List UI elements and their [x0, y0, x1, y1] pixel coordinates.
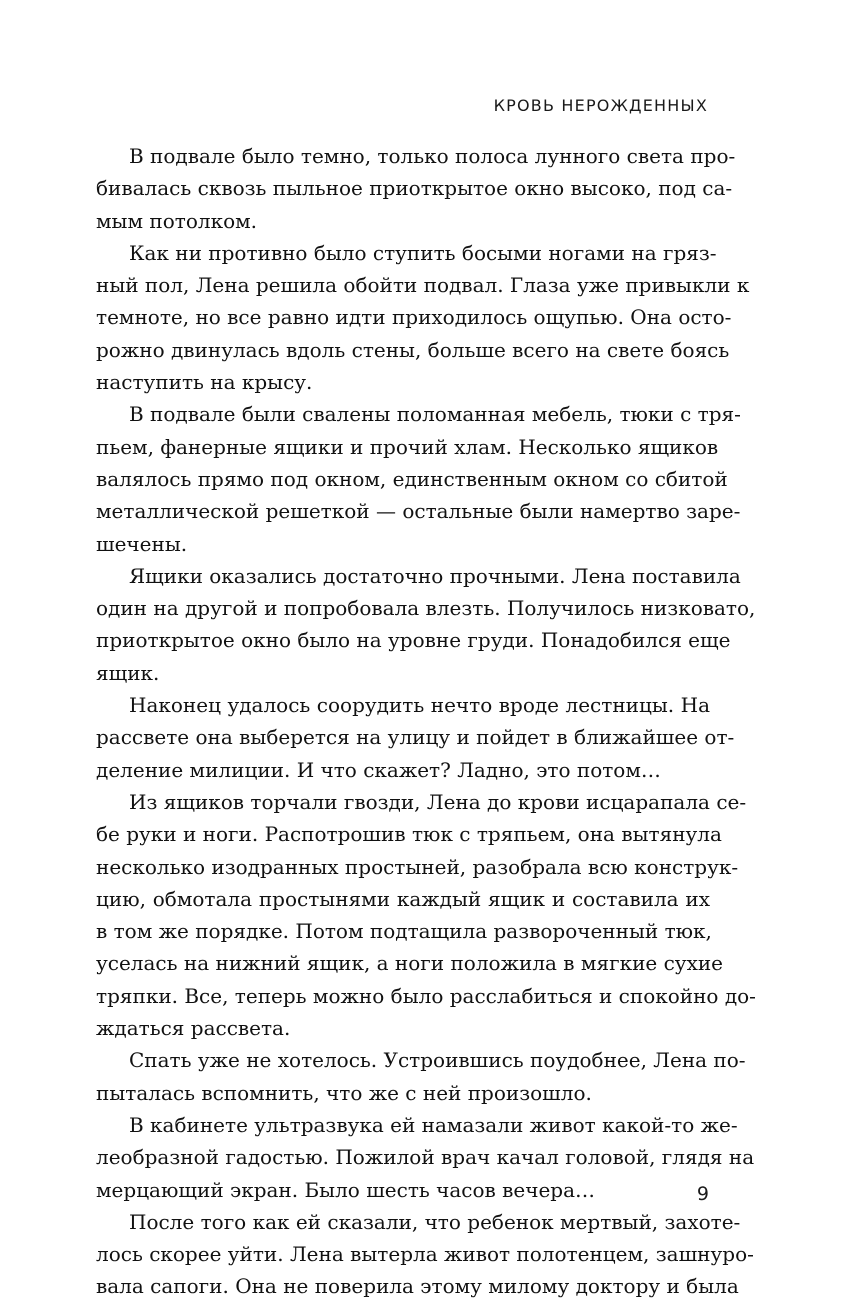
- text-line: в том же порядке. Потом подтащила развороченный тюк,: [96, 919, 712, 944]
- text-line: Как ни противно было ступить босыми ногами на гряз-: [129, 240, 717, 265]
- text-line: мым потолком.: [96, 208, 258, 233]
- text-line: деление милиции. И что скажет? Ладно, это потом…: [96, 757, 661, 782]
- text-line: ждаться рассвета.: [96, 1016, 291, 1041]
- text-line: ный пол, Лена решила обойти подвал. Глаза уже привыкли к: [96, 273, 750, 298]
- text-line: тряпки. Все, теперь можно было расслабиться и спокойно до-: [96, 983, 756, 1008]
- text-line: приоткрытое окно было на уровне груди. Понадобился еще: [96, 628, 731, 653]
- text-line: лось скорее уйти. Лена вытерла живот полотенцем, зашнуро-: [96, 1242, 754, 1267]
- text-line: пьем, фанерные ящики и прочий хлам. Несколько ящиков: [96, 434, 719, 459]
- text-line: Спать уже не хотелось. Устроившись поудобнее, Лена по-: [129, 1048, 746, 1073]
- text-line: После того как ей сказали, что ребенок мертвый, захоте-: [129, 1209, 741, 1234]
- text-line: рассвете она выберется на улицу и пойдет в ближайшее от-: [96, 725, 735, 750]
- page-number: 9: [696, 1183, 709, 1205]
- text-line: В кабинете ультразвука ей намазали живот какой-то же-: [129, 1112, 738, 1137]
- running-head: КРОВЬ НЕРОЖДЕННЫХ: [493, 96, 708, 115]
- text-line: В подвале было темно, только полоса лунного света про-: [129, 144, 736, 168]
- text-line: темноте, но все равно идти приходилось ощупью. Она осто-: [96, 305, 732, 330]
- text-line: валялось прямо под окном, единственным окном со сбитой: [96, 466, 728, 491]
- text-line: рожно двинулась вдоль стены, больше всего на свете боясь: [96, 337, 730, 362]
- text-line: В подвале были свалены поломанная мебель, тюки с тря-: [129, 402, 741, 427]
- text-line: леобразной гадостью. Пожилой врач качал головой, глядя на: [96, 1145, 755, 1170]
- text-line: металлической решеткой — остальные были намертво заре-: [96, 499, 741, 524]
- text-line: мерцающий экран. Было шесть часов вечера…: [96, 1177, 596, 1202]
- text-line: бе руки и ноги. Распотрошив тюк с тряпьем, она вытянула: [96, 822, 722, 847]
- text-line: ящик.: [96, 660, 160, 685]
- text-line: бивалась сквозь пыльное приоткрытое окно высоко, под са-: [96, 176, 733, 201]
- text-line: Ящики оказались достаточно прочными. Лена поставила: [129, 563, 741, 588]
- text-line: Наконец удалось соорудить нечто вроде лестницы. На: [129, 693, 710, 718]
- text-line: несколько изодранных простыней, разобрала всю конструк-: [96, 854, 739, 879]
- text-line: уселась на нижний ящик, а ноги положила в мягкие сухие: [96, 951, 724, 976]
- text-line: вала сапоги. Она не поверила этому милому доктору и была: [96, 1274, 739, 1299]
- text-line: пыталась вспомнить, что же с ней произошло.: [96, 1080, 592, 1105]
- text-line: Из ящиков торчали гвозди, Лена до крови исцарапала се-: [129, 789, 747, 814]
- text-line: шечены.: [96, 531, 188, 556]
- text-line: цию, обмотала простынями каждый ящик и составила их: [96, 886, 710, 911]
- body-text: [96, 140, 756, 1303]
- text-line: один на другой и попробовала влезть. Получилось низковато,: [96, 596, 756, 621]
- text-line: наступить на крысу.: [96, 370, 313, 395]
